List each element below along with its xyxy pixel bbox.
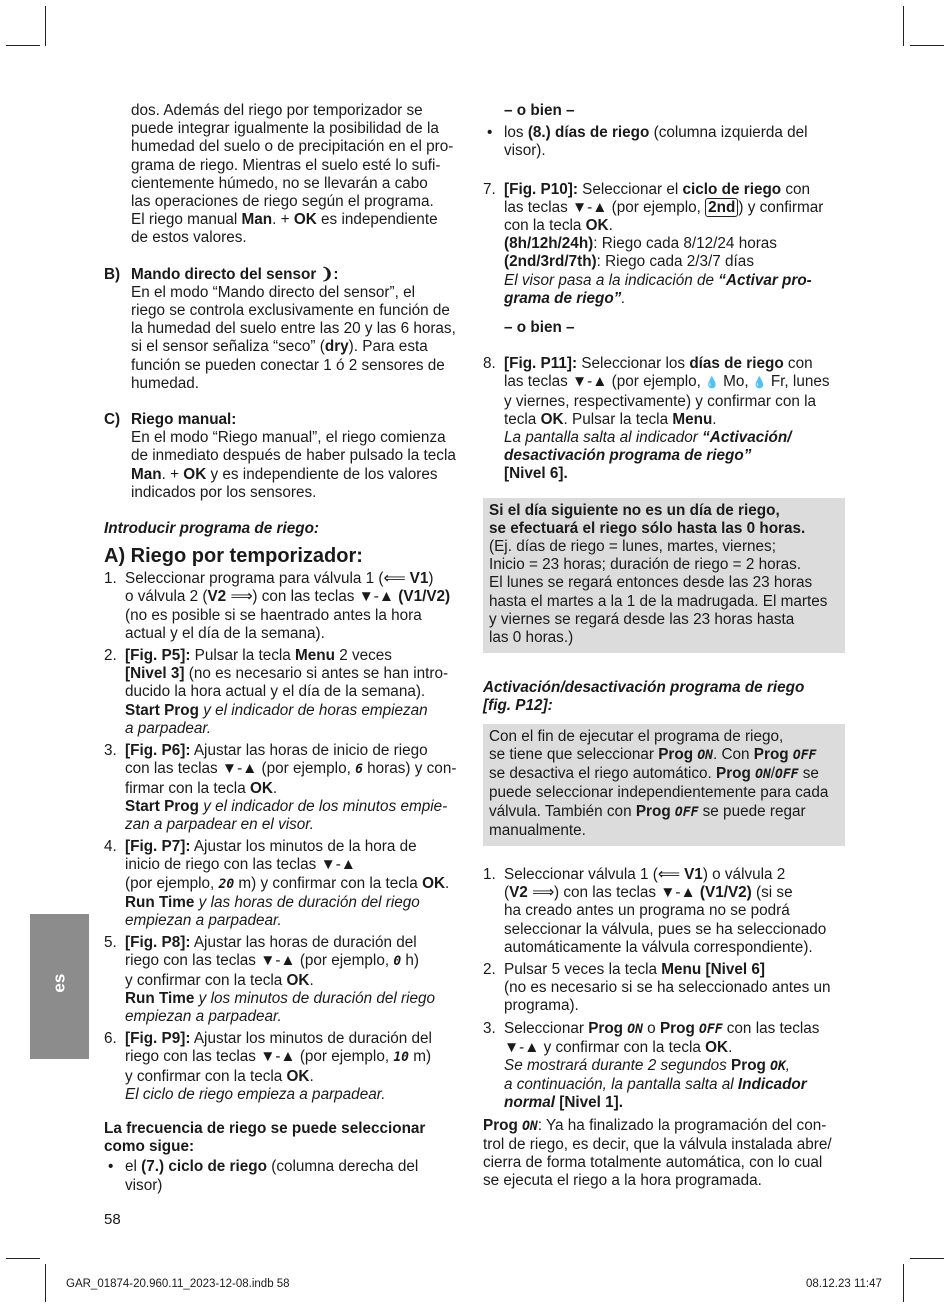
text-line: de estos valores. <box>131 229 247 247</box>
activation-step-3: 3. Seleccionar Prog ON o Prog OFF con las teclas ▼-▲ y confirmar con la tecla OK. Se mostrará durante 2 segundos Prog OK, a continuación, la pantalla salta al Indicador normal [Nivel 1]. <box>483 1019 820 1112</box>
final-paragraph: Prog ON: Ya ha finalizado la programación del con- trol de riego, es decir, que la válvula instalada abre/ cierra de forma totalmente automática, con lo cual se ejecuta el riego a la hora programada. <box>483 1116 832 1190</box>
lcd-digit: 6 <box>355 762 363 778</box>
section-title: Riego manual: <box>131 411 237 429</box>
crop-mark <box>910 1258 944 1259</box>
section-c <box>104 411 474 502</box>
boxed-label: 2nd <box>705 198 738 217</box>
text-line: En el modo “Riego manual”, el riego comienza <box>131 429 446 447</box>
text-line: El riego manual Man. + OK es independiente <box>131 211 438 229</box>
crop-mark <box>45 1264 46 1302</box>
section-letter: B) <box>104 265 121 283</box>
activation-heading: Activación/desactivación programa de riego [fig. P12]: <box>483 679 805 715</box>
step-6: 6. [Fig. P9]: Ajustar los minutos de duración del riego con las teclas ▼-▲ (por ejemplo, 10 m) y confirmar con la tecla OK. El ciclo de riego empieza a parpadear. <box>104 1030 432 1103</box>
text-line: indicados por los sensores. <box>131 483 317 501</box>
footer-timestamp: 08.12.23 11:47 <box>806 1278 882 1290</box>
lcd-digit: 10 <box>393 1050 409 1066</box>
valve-left-arrow-icon: ⟸ <box>383 570 406 588</box>
water-drop-icon: 💧 <box>705 377 719 390</box>
footer-file-info: GAR_01874-20.960.11_2023-12-08.indb 58 <box>66 1278 290 1290</box>
info-box: Si el día siguiente no es un día de riego, se efectuará el riego sólo hasta las 0 horas. (Ej. días de riego = lunes, martes, viernes; Inicio = 23 horas; duración de riego = 2 horas. El lunes se regará entonces desde las 23 horas hasta el martes a la 1 de la madrugada. El martes y viernes se regará desde las 23 horas hasta las 0 horas.) <box>483 498 845 654</box>
crop-mark <box>903 1264 904 1302</box>
text-line: la humedad del suelo entre las 20 y las 6 horas, <box>131 320 456 338</box>
section-letter: C) <box>104 411 121 429</box>
activation-step-2: 2. Pulsar 5 veces la tecla Menu [Nivel 6] (no es necesario si se ha seleccionado antes un programa). <box>483 960 831 1015</box>
lcd-digit: 20 <box>218 876 235 892</box>
text-line: función se pueden conectar 1 ó 2 sensores de <box>131 356 445 374</box>
text-line: Man. + OK y es independiente de los valores <box>131 465 438 483</box>
left-column <box>104 102 474 1195</box>
text-line: riego se controla exclusivamente en función de <box>131 302 450 320</box>
bullet-item: • los (8.) días de riego (columna izquierda del visor). <box>487 124 808 160</box>
text-line: cientemente húmedo, no se llevarán a cabo <box>131 174 428 192</box>
activation-step-1: 1. Seleccionar válvula 1 (⟸ V1) o válvula 2 (V2 ⟹) con las teclas ▼-▲ (V1/V2) (si se ha creado antes un programa no se podrá seleccionar la válvula, pues se ha seleccionado automáticamente la válvula correspondiente). <box>483 865 827 956</box>
text-line: las operaciones de riego según el programa. <box>131 193 434 211</box>
sensor-icon: ❩ <box>320 265 334 283</box>
step-8: 8. [Fig. P11]: Seleccionar los días de riego con las teclas ▼-▲ (por ejemplo, 💧 Mo, 💧 Fr, lunes y viernes, respectivamente) y confirmar con la tecla OK. Pulsar la tecla Menu. La pantalla salta al indicador “Activación/ desactivación programa de riego” [Nivel 6]. <box>483 355 830 483</box>
or-separator: – o bien – <box>504 102 575 119</box>
language-tab-label: es <box>49 973 69 993</box>
crop-mark <box>45 6 46 46</box>
activation-box: Con el fin de ejecutar el programa de riego, se tiene que seleccionar Prog ON. Con Prog OFF se desactiva el riego automático. Prog ON/OFF se puede seleccionar independientemente para cada válvula. También con Prog OFF se puede regar manualmente. <box>483 724 845 846</box>
valve-right-arrow-icon: ⟹ <box>226 588 253 606</box>
step-2: 2. [Fig. P5]: Pulsar la tecla Menu 2 veces [Nivel 3] (no es necesario si antes se han intro- ducido la hora actual y el día de la semana). Start Prog y el indicador de horas empiezan a parpadear. <box>104 647 449 737</box>
step-4: 4. [Fig. P7]: Ajustar los minutos de la hora de inicio de riego con las teclas ▼-▲ (por ejemplo, 20 m) y confirmar con la tecla OK. Run Time y las horas de duración del riego empiezan a parpadear. <box>104 838 450 929</box>
text-line: humedad. <box>131 374 200 392</box>
valve-right-arrow-icon: ⟹ <box>527 884 555 902</box>
text-line: si el sensor señaliza “seco” (dry). Para esta <box>131 338 428 356</box>
right-column <box>483 102 845 1190</box>
frequency-heading: La frecuencia de riego se puede seleccionar como sigue: <box>104 1119 426 1156</box>
step-7: 7. [Fig. P10]: Seleccionar el ciclo de riego con las teclas ▼-▲ (por ejemplo, 2nd ) y confirmar con la tecla OK. (8h/12h/24h): Riego cada 8/12/24 horas (2nd/3rd/7th): Riego cada 2/3/7 días El visor pasa a la indicación de “Activar pro- grama de riego”. <box>483 180 824 307</box>
section-title: Mando directo del sensor ❩: <box>131 265 339 283</box>
or-separator: – o bien – <box>504 319 575 337</box>
text-line: En el modo “Mando directo del sensor”, el <box>131 283 415 301</box>
main-heading: A) Riego por temporizador: <box>104 545 363 568</box>
text-line: de inmediato después de haber pulsado la tecla <box>131 447 456 465</box>
valve-left-arrow-icon: ⟸ <box>657 865 680 883</box>
water-drop-icon: 💧 <box>752 377 767 390</box>
crop-mark <box>910 45 944 46</box>
text-line: dos. Además del riego por temporizador se <box>131 102 423 119</box>
text-line: grama de riego. Mientras el suelo esté lo sufi- <box>131 156 441 174</box>
step-3: 3. [Fig. P6]: Ajustar las horas de inicio de riego con las teclas ▼-▲ (por ejemplo, 6 horas) y con- firmar con la tecla OK. Start Prog y el indicador de los minutos empie- zan a parpadear en el visor. <box>104 742 457 833</box>
step-5: 5. [Fig. P8]: Ajustar las horas de duración del riego con las teclas ▼-▲ (por ejemplo, 0 h) y confirmar con la tecla OK. Run Time y los minutos de duración del riego empiezan a parpadear. <box>104 934 436 1025</box>
crop-mark <box>6 1258 40 1259</box>
crop-mark <box>903 6 904 46</box>
language-tab <box>30 914 89 1059</box>
section-b <box>104 266 474 393</box>
text-line: humedad del suelo o de precipitación en el pro- <box>131 138 454 156</box>
crop-mark <box>6 45 40 46</box>
intro-paragraph <box>104 102 474 248</box>
section-heading: Introducir programa de riego: <box>104 520 320 538</box>
step-1: 1. Seleccionar programa para válvula 1 (⟸ V1) o válvula 2 (V2 ⟹) con las teclas ▼-▲ (V1/V2) (no es posible si se haentrado antes la hora actual y el día de la semana). <box>104 570 451 642</box>
lcd-digit: 0 <box>393 954 402 970</box>
page-number: 58 <box>104 1211 121 1228</box>
text-line: puede integrar igualmente la posibilidad de la <box>131 120 439 138</box>
bullet-item: • el (7.) ciclo de riego (columna derecha del visor) <box>108 1158 419 1194</box>
